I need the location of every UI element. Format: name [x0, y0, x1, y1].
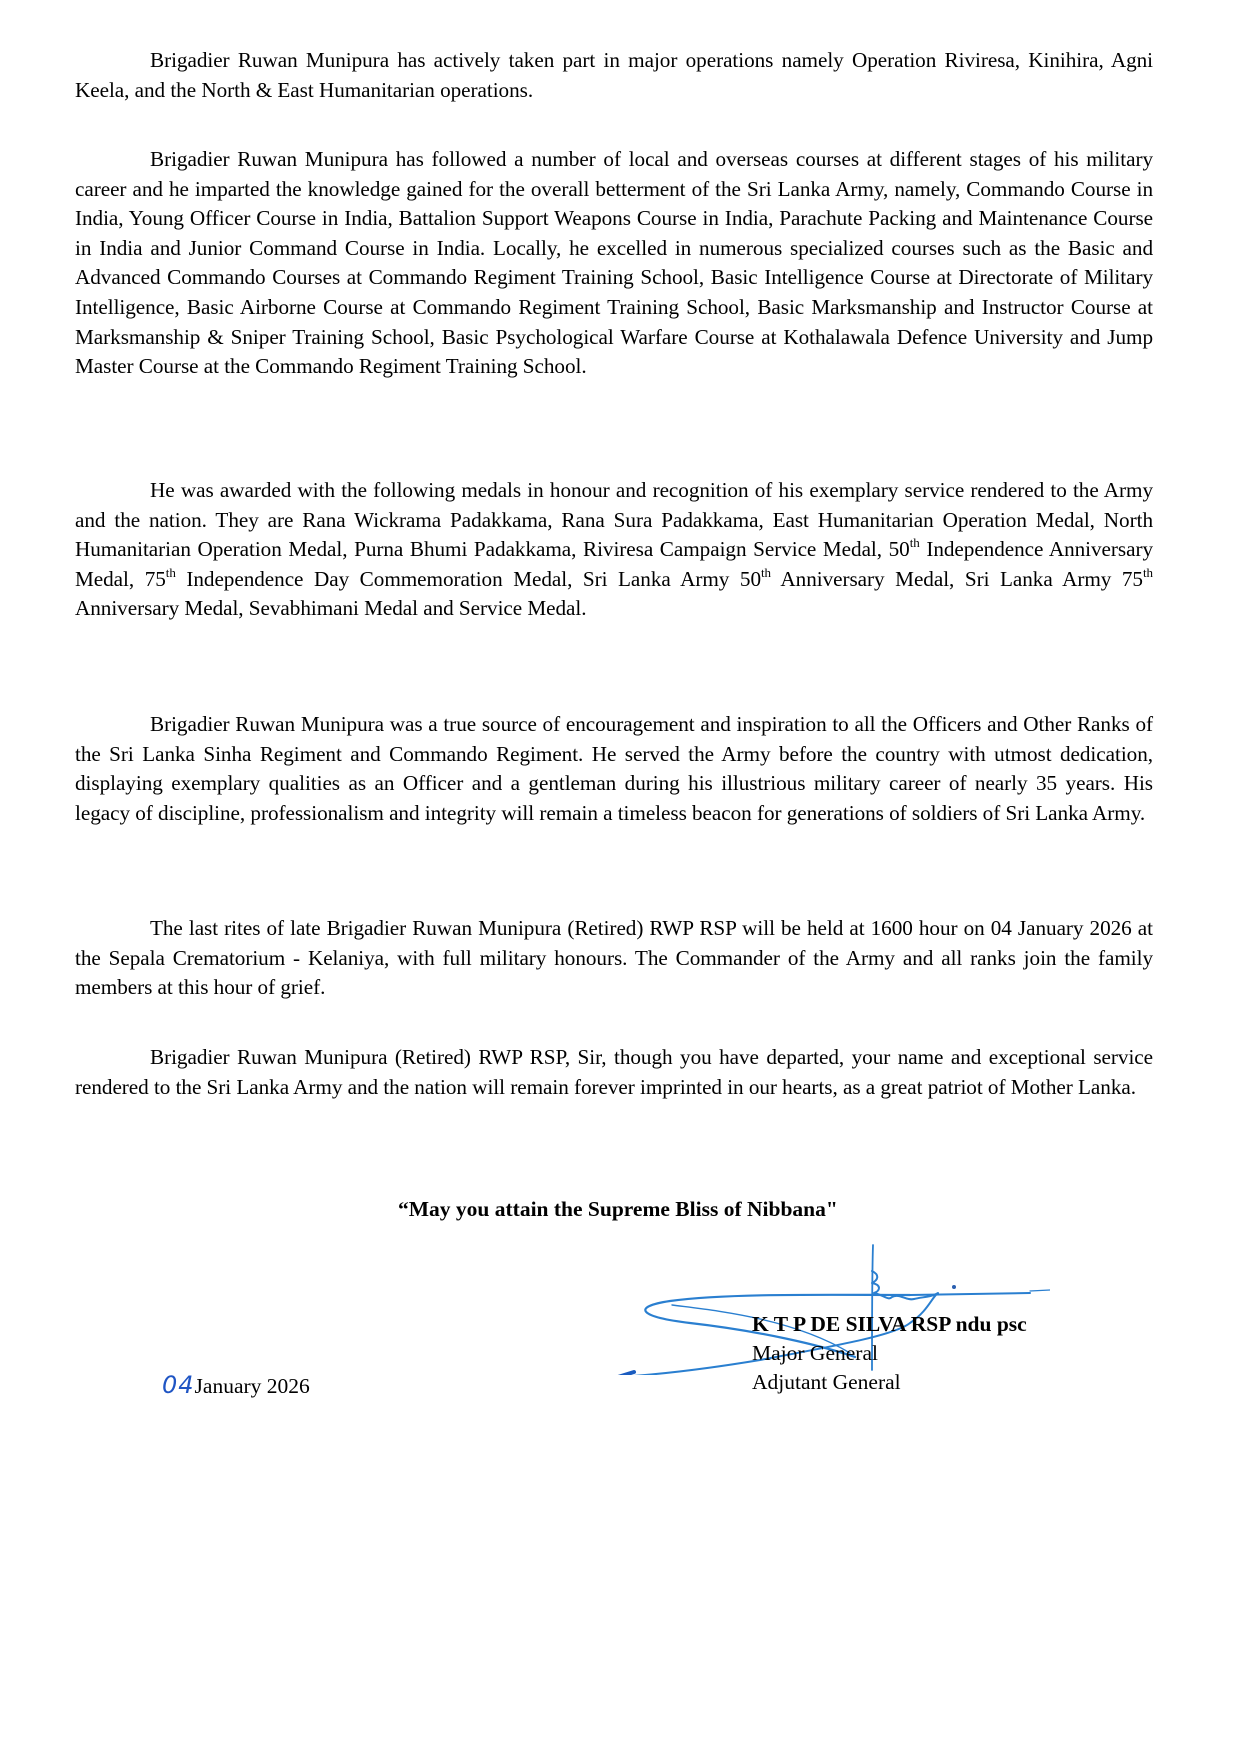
ordinal-suffix: th — [909, 535, 920, 551]
medals-text-5: Anniversary Medal, Sevabhimani Medal and Service Medal. — [75, 596, 587, 621]
date-line — [162, 1371, 310, 1401]
signatory-rank: Major General — [752, 1341, 878, 1365]
paragraph-last-rites: The last rites of late Brigadier Ruwan Munipura (Retired) RWP RSP will be held at 1600 hour on 04 January 2026 at the Sepala Crematorium - Kelaniya, with full military honours. The Commander of the Army and all ranks join the family members at this hour of grief. — [75, 916, 1153, 1000]
medals-text-3: Independence Day Commemoration Medal, Sri Lanka Army 50 — [175, 566, 761, 591]
medals-text-4: Anniversary Medal, Sri Lanka Army 75 — [771, 566, 1143, 591]
ordinal-suffix: th — [761, 564, 772, 580]
medals-text-1: He was awarded with the following medals in honour and recognition of his exemplary service rendered to the Army and the nation. They are Rana Wickrama Padakkama, Rana Sura Padakkama, East Humanitarian Operation Medal, North Humanitarian Operation Medal, Purna Bhumi Padakkama, Riviresa Campaign Service Medal, 50 — [75, 478, 1153, 562]
paragraph-courses: Brigadier Ruwan Munipura has followed a number of local and overseas courses at different stages of his military career and he imparted the knowledge gained for the overall betterment of the Sri Lanka Army, namely, Commando Course in India, Young Officer Course in India, Battalion Support Weapons Course in India, Parachute Packing and Maintenance Course in India and Junior Command Course in India. Locally, he excelled in numerous specialized courses such as the Basic and Advanced Commando Courses at Commando Regiment Training School, Basic Intelligence Course at Directorate of Military Intelligence, Basic Airborne Course at Commando Regiment Training School, Basic Marksmanship and Instructor Course at Marksmanship & Sniper Training School, Basic Psychological Warfare Course at Kothalawala Defence University and Jump Master Course at the Commando Regiment Training School. — [75, 147, 1153, 379]
paragraph-medals — [75, 476, 1153, 624]
paragraph-farewell: Brigadier Ruwan Munipura (Retired) RWP RSP, Sir, though you have departed, your name and exceptional service rendered to the Sri Lanka Army and the nation will remain forever imprinted in our hearts, as a great patriot of Mother Lanka. — [75, 1045, 1153, 1099]
paragraph-operations: Brigadier Ruwan Munipura has actively taken part in major operations namely Operation Riviresa, Kinihira, Agni Keela, and the North & East Humanitarian operations. — [75, 48, 1153, 102]
date-month-year: January 2026 — [194, 1374, 310, 1398]
signatory-appointment: Adjutant General — [752, 1370, 901, 1394]
medals-text-2: Independence Anniversary Medal, 75 — [75, 537, 1153, 591]
blessing-line: “May you attain the Supreme Bliss of Nibbana" — [398, 1197, 838, 1221]
ordinal-suffix: th — [1142, 564, 1153, 580]
ordinal-suffix: th — [165, 564, 176, 580]
paragraph-tribute: Brigadier Ruwan Munipura was a true source of encouragement and inspiration to all the Officers and Other Ranks of the Sri Lanka Sinha Regiment and Commando Regiment. He served the Army before the country with utmost dedication, displaying exemplary qualities as an Officer and a gentleman during his illustrious military career of nearly 35 years. His legacy of discipline, professionalism and integrity will remain a timeless beacon for generations of soldiers of Sri Lanka Army. — [75, 712, 1153, 825]
signatory-block — [752, 1310, 1027, 1397]
handwritten-day: 04 — [162, 1371, 195, 1399]
signatory-name: K T P DE SILVA RSP ndu psc — [752, 1312, 1027, 1336]
